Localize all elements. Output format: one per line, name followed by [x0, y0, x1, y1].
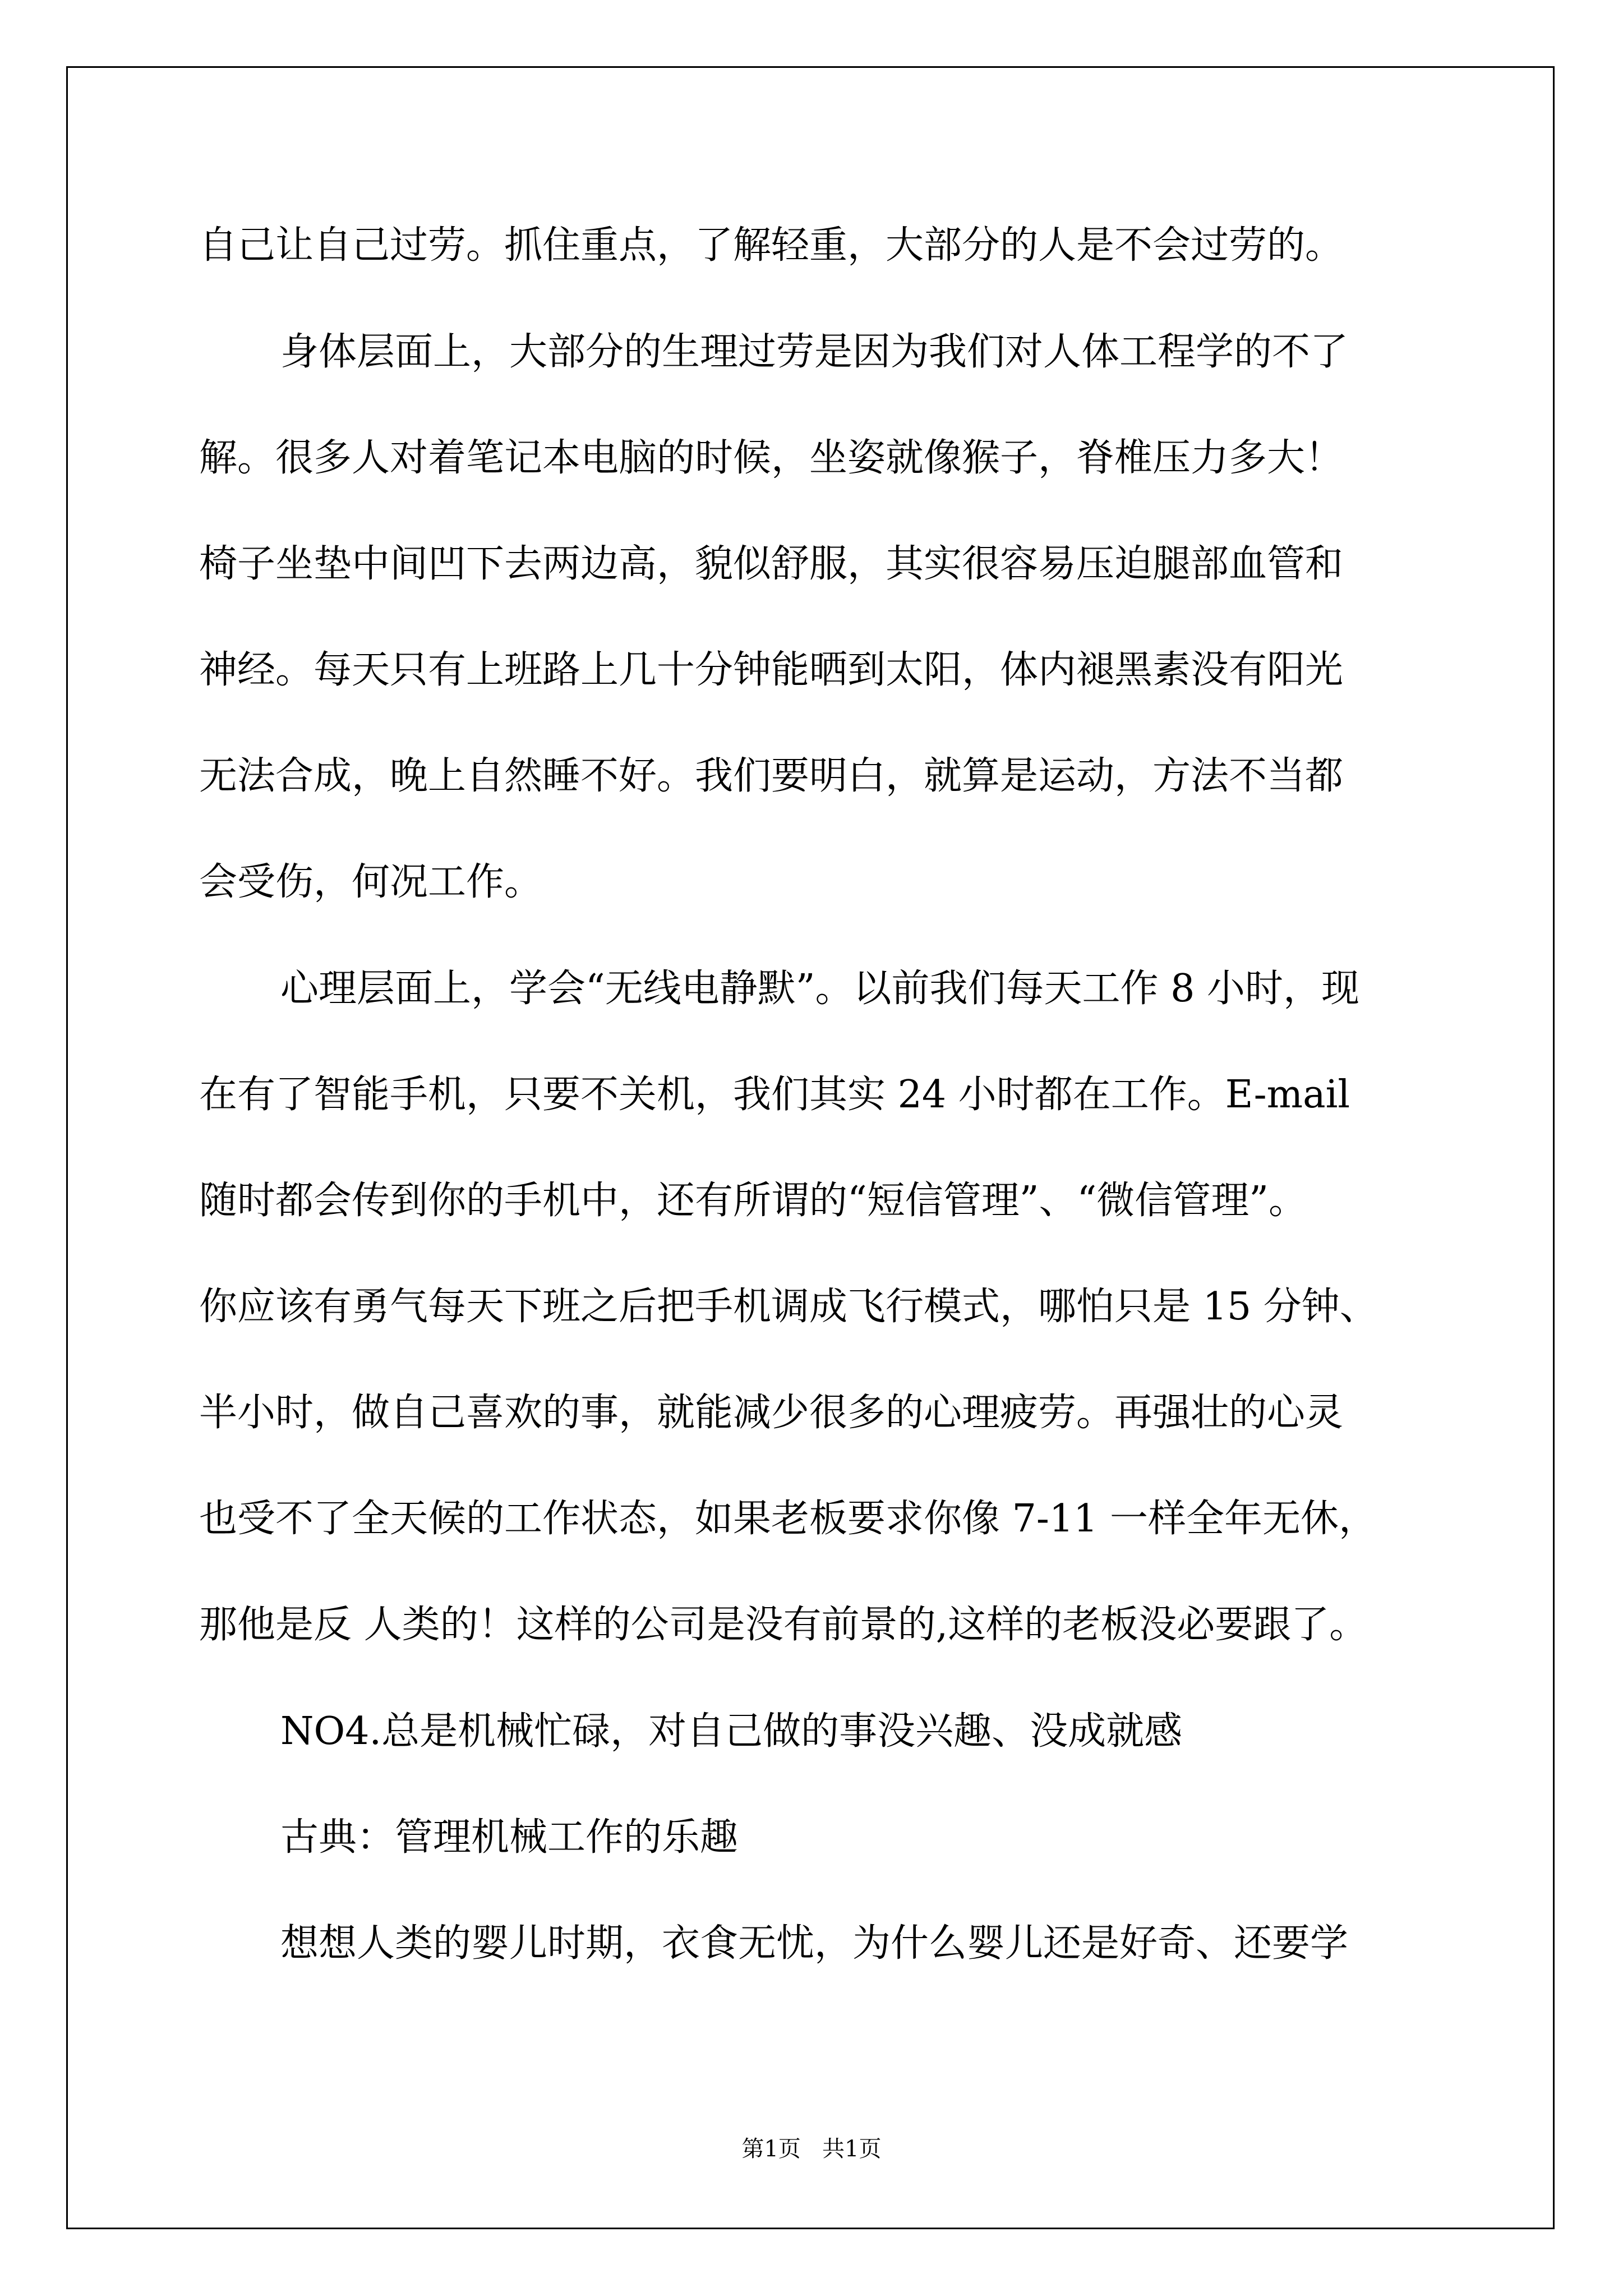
paragraph-line: 自己让自己过劳。抓住重点，了解轻重，大部分的人是不会过劳的。	[199, 223, 1344, 268]
paragraph-line: 你应该有勇气每天下班之后把手机调成飞行模式，哪怕只是 15 分钟、	[199, 1285, 1378, 1329]
paragraph-line: 那他是反 人类的！这样的公司是没有前景的,这样的老板没必要跟了。	[199, 1603, 1368, 1647]
paragraph-line: 半小时，做自己喜欢的事，就能减少很多的心理疲劳。再强壮的心灵	[199, 1391, 1344, 1435]
paragraph-line: 会受伤，何况工作。	[199, 860, 543, 904]
page-footer: 第1页 共1页	[741, 2136, 882, 2162]
paragraph-line: 神经。每天只有上班路上几十分钟能晒到太阳，体内褪黑素没有阳光	[199, 648, 1344, 692]
paragraph-line: 身体层面上，大部分的生理过劳是因为我们对人体工程学的不了	[280, 330, 1349, 374]
paragraph-line: 无法合成，晚上自然睡不好。我们要明白，就算是运动，方法不当都	[199, 754, 1344, 798]
paragraph-line: 解。很多人对着笔记本电脑的时候，坐姿就像猴子，脊椎压力多大！	[199, 436, 1344, 480]
paragraph-line: 也受不了全天候的工作状态，如果老板要求你像 7-11 一样全年无休，	[199, 1497, 1377, 1541]
section-subheading: 古典：管理机械工作的乐趣	[280, 1815, 739, 1860]
paragraph-line: 椅子坐垫中间凹下去两边高，貌似舒服，其实很容易压迫腿部血管和	[199, 542, 1344, 586]
paragraph-line: 想想人类的婴儿时期，衣食无忧，为什么婴儿还是好奇、还要学	[280, 1921, 1349, 1966]
page-border	[66, 66, 1555, 2229]
paragraph-line: 在有了智能手机，只要不关机，我们其实 24 小时都在工作。E-mail	[199, 1073, 1350, 1117]
section-heading: NO4.总是机械忙碌，对自己做的事没兴趣、没成就感	[280, 1709, 1183, 1754]
paragraph-line: 随时都会传到你的手机中，还有所谓的“短信管理”、“微信管理”。	[199, 1179, 1307, 1223]
paragraph-line: 心理层面上，学会“无线电静默”。以前我们每天工作 8 小时，现	[280, 967, 1360, 1011]
